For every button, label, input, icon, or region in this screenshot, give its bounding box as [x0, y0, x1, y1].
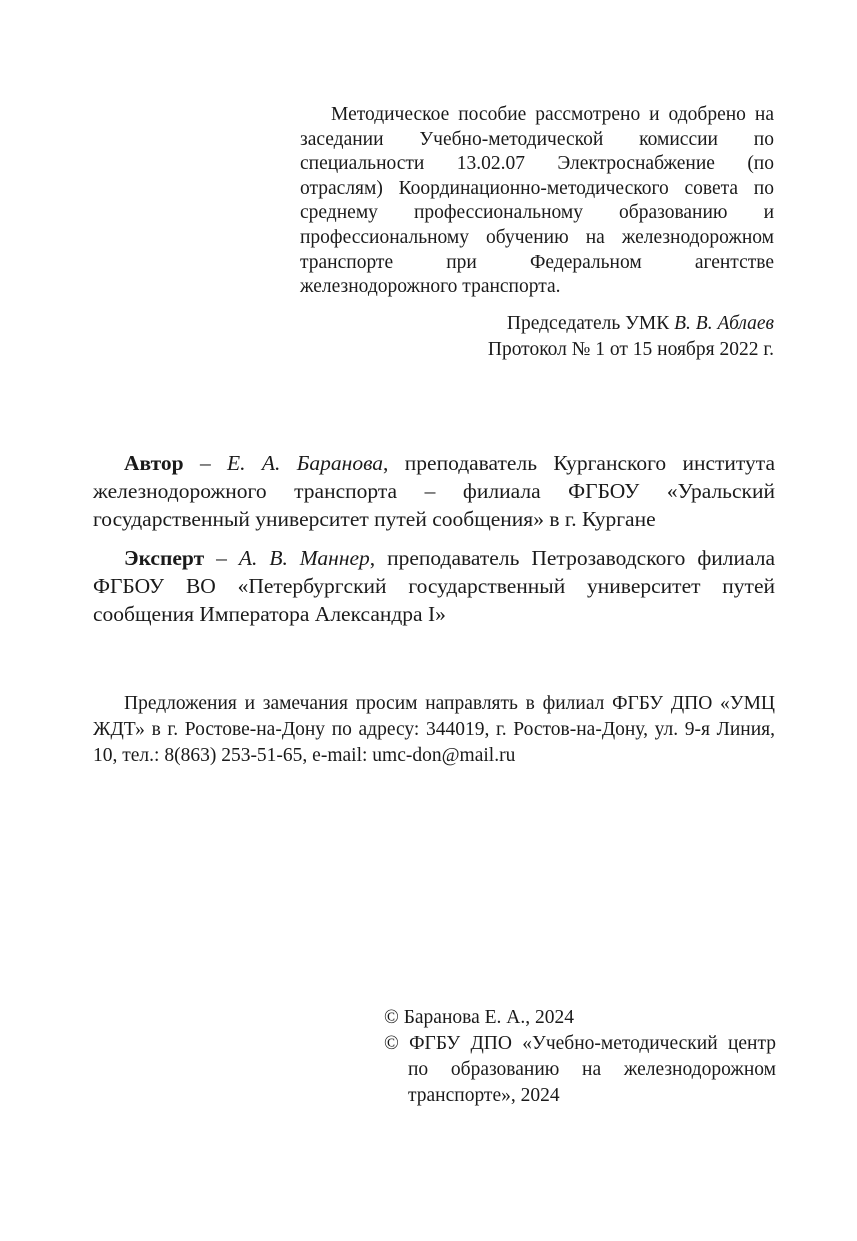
expert-label: Эксперт	[124, 546, 205, 571]
approval-note	[300, 103, 774, 300]
author-name: Е. А. Баранова	[227, 451, 384, 475]
expert-paragraph	[93, 545, 775, 628]
expert-name: А. В. Маннер	[238, 546, 370, 571]
chair-name: В. В. Аблаев	[674, 313, 774, 334]
copyright-author: © Баранова Е. А., 2024	[384, 1007, 574, 1028]
expert-description: , преподаватель Петрозаводского филиала ФГБОУ ВО «Петербургский государственный университет путей сообщения Императора Александра I»	[93, 546, 775, 626]
suggestions-note	[93, 691, 775, 769]
approval-text: Методическое пособие рассмотрено и одобрено на заседании Учебно-методической комиссии по специальности 13.02.07 Электроснабжение (по отраслям) Координационно-методического совета по среднему профессиональному образованию и профессиональному обучению на железнодорожном транспорте при Федеральном агентстве железнодорожного транспорта.	[300, 104, 774, 298]
credits	[93, 450, 775, 629]
suggestions-text: Предложения и замечания просим направлять в филиал ФГБУ ДПО «УМЦ ЖДТ» в г. Ростове-на-Дону по адресу: 344019, г. Ростов-на-Дону, ул. 9-я Линия, 10, тел.: 8(863) 253-51-65, e-mail: umc-don@mail.ru	[93, 693, 775, 766]
copyright-publisher: © ФГБУ ДПО «Учебно-методический центр по образованию на железнодорожном транспорте», 2024	[384, 1033, 776, 1106]
author-dash: –	[183, 451, 228, 475]
author-paragraph	[93, 450, 775, 533]
author-label: Автор	[124, 451, 184, 475]
approval-signature	[300, 311, 774, 363]
expert-dash: –	[204, 546, 239, 571]
author-description: , преподаватель Курганского института железнодорожного транспорта – филиала ФГБОУ «Уральский государственный университет путей сообщения» в г. Кургане	[93, 451, 775, 531]
copyright-block	[384, 1005, 776, 1109]
chair-prefix: Председатель УМК	[506, 313, 675, 334]
committee-chair	[300, 311, 774, 337]
protocol-line: Протокол № 1 от 15 ноября 2022 г.	[487, 339, 774, 360]
